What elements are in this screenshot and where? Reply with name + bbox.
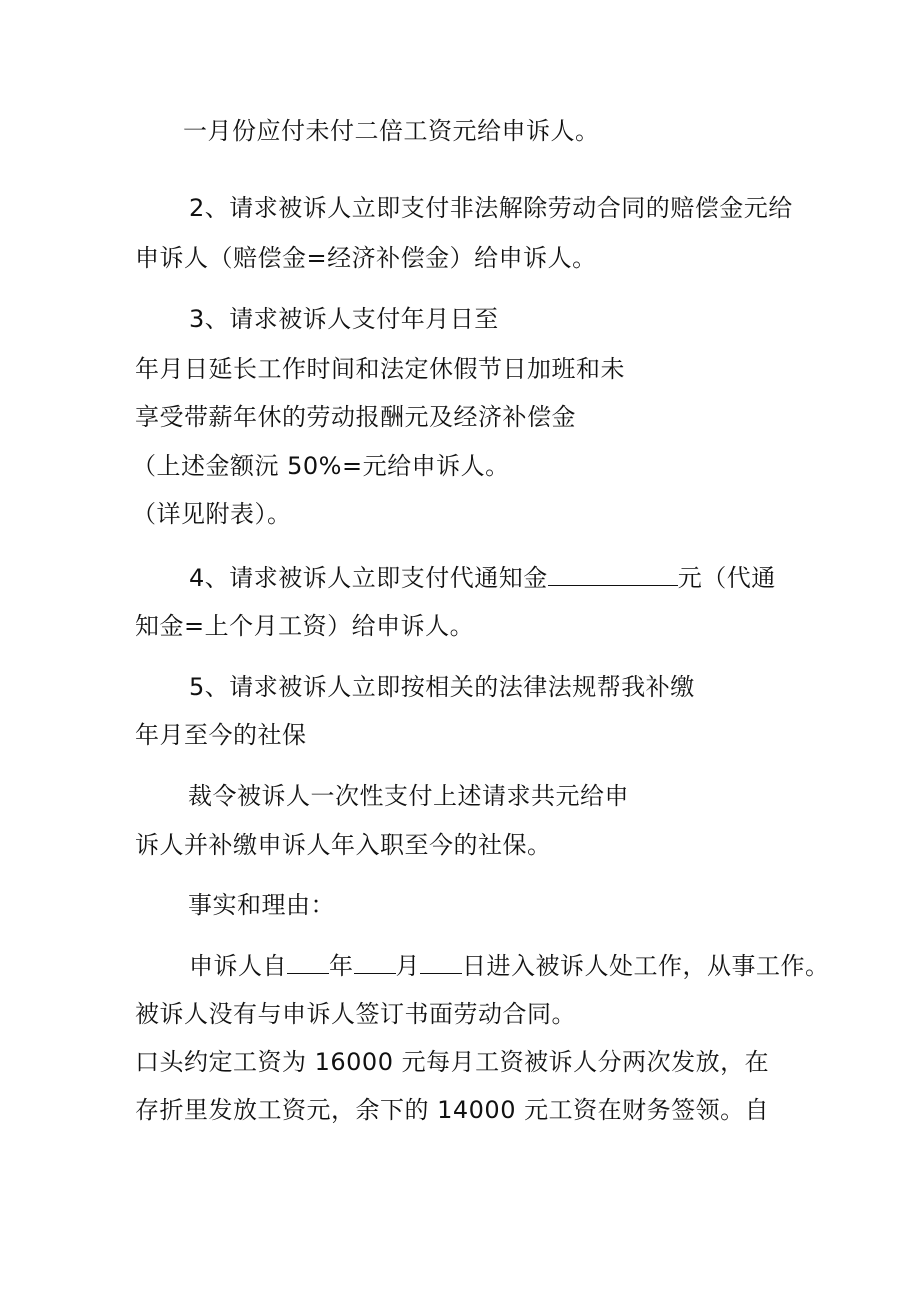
text-line: 被诉人没有与申诉人签订书面劳动合同。 — [135, 1000, 576, 1028]
text-line: （详见附表）。 — [132, 500, 292, 528]
text-segment: 年 — [329, 952, 354, 980]
text-line — [189, 563, 776, 593]
text-segment: 日进入被诉人处工作，从事工作。 — [462, 952, 830, 980]
blank-underline — [548, 563, 678, 586]
text-segment: 申诉人自 — [189, 952, 287, 980]
text-segment: 元（代通 — [677, 564, 776, 592]
text-line: 享受带薪年休的劳动报酬元及经济补偿金 — [135, 403, 576, 431]
text-line: 知金=上个月工资）给申诉人。 — [135, 612, 475, 640]
text-line: 申诉人（赔偿金=经济补偿金）给申诉人。 — [135, 244, 597, 272]
text-line: 口头约定工资为 16000 元每月工资被诉人分两次发放，在 — [135, 1048, 770, 1076]
text-segment: 4、请求被诉人立即支付代通知金 — [189, 564, 548, 592]
text-line: 年月日延长工作时间和法定休假节日加班和未 — [135, 355, 625, 383]
text-line: 3、请求被诉人支付年月日至 — [189, 305, 499, 333]
text-line: 一月份应付未付二倍工资元给申诉人。 — [183, 117, 600, 145]
text-line: 事实和理由： — [188, 891, 335, 919]
text-line: 年月至今的社保 — [135, 721, 307, 749]
text-line: 存折里发放工资元，余下的 14000 元工资在财务签领。自 — [135, 1096, 770, 1124]
text-line: 裁令被诉人一次性支付上述请求共元给申 — [188, 782, 629, 810]
blank-underline — [420, 951, 462, 974]
text-line — [189, 951, 830, 981]
text-line: 5、请求被诉人立即按相关的法律法规帮我补缴 — [189, 673, 695, 701]
blank-underline — [287, 951, 329, 974]
blank-underline — [354, 951, 396, 974]
text-segment: 月 — [395, 952, 420, 980]
text-line: （上述金额沅 50%=元给申诉人。 — [132, 452, 510, 480]
text-line: 2、请求被诉人立即支付非法解除劳动合同的赔偿金元给 — [189, 194, 793, 222]
text-line: 诉人并补缴申诉人年入职至今的社保。 — [135, 831, 552, 859]
